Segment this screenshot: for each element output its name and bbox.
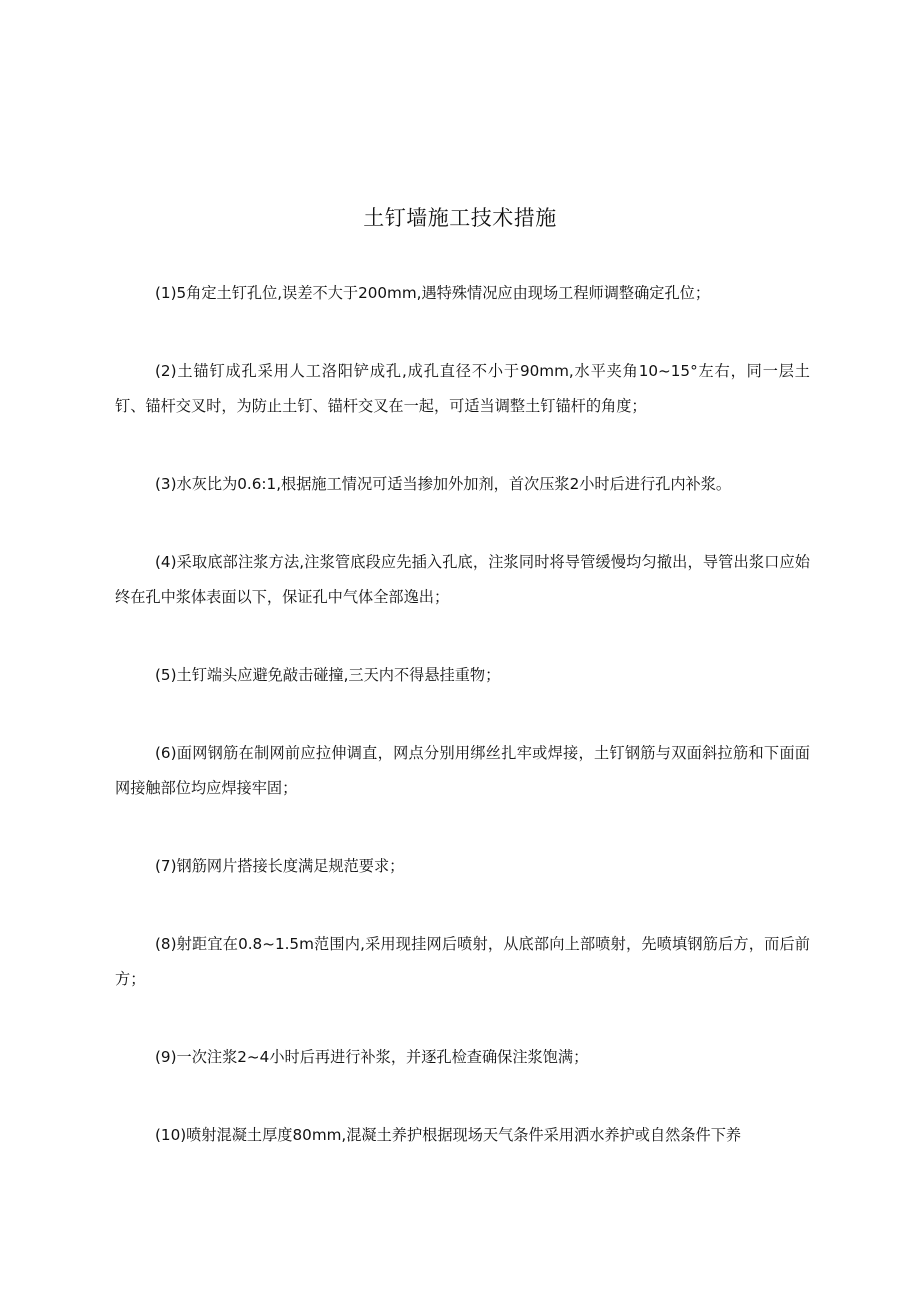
- paragraph-1: (1)5角定土钉孔位,误差不大于200mm,遇特殊情况应由现场工程师调整确定孔位；: [155, 284, 711, 302]
- paragraph-8: (8)射距宜在0.8~1.5m范围内,采用现挂网后喷射，从底部向上部喷射，先喷填钢筋后方，而后前方；: [115, 935, 810, 988]
- document-title: 土钉墙施工技术措施: [363, 206, 557, 230]
- paragraph-2: (2)土锚钉成孔采用人工洛阳铲成孔,成孔直径不小于90mm,水平夹角10~15°左右，同一层土钉、锚杆交叉时，为防止土钉、锚杆交叉在一起，可适当调整土钉锚杆的角度；: [115, 362, 810, 415]
- document-body: [115, 276, 810, 1196]
- paragraph-4: (4)采取底部注浆方法,注浆管底段应先插入孔底，注浆同时将导管缓慢均匀撤出，导管出浆口应始终在孔中浆体表面以下，保证孔中气体全部逸出；: [115, 553, 810, 606]
- paragraph-9: (9)一次注浆2~4小时后再进行补浆，并逐孔检查确保注浆饱满；: [155, 1048, 589, 1066]
- paragraph-3: (3)水灰比为0.6:1,根据施工情况可适当掺加外加剂，首次压浆2小时后进行孔内补浆。: [155, 475, 732, 493]
- paragraph-10: (10)喷射混凝土厚度80mm,混凝土养护根据现场天气条件采用洒水养护或自然条件下养: [155, 1126, 742, 1144]
- paragraph-5: (5)土钉端头应避免敲击碰撞,三天内不得悬挂重物；: [155, 666, 501, 684]
- paragraph-7: (7)钢筋网片搭接长度满足规范要求；: [155, 857, 405, 875]
- paragraph-6: (6)面网钢筋在制网前应拉伸调直，网点分别用绑丝扎牢或焊接，土钉钢筋与双面斜拉筋和下面面网接触部位均应焊接牢固；: [115, 744, 810, 797]
